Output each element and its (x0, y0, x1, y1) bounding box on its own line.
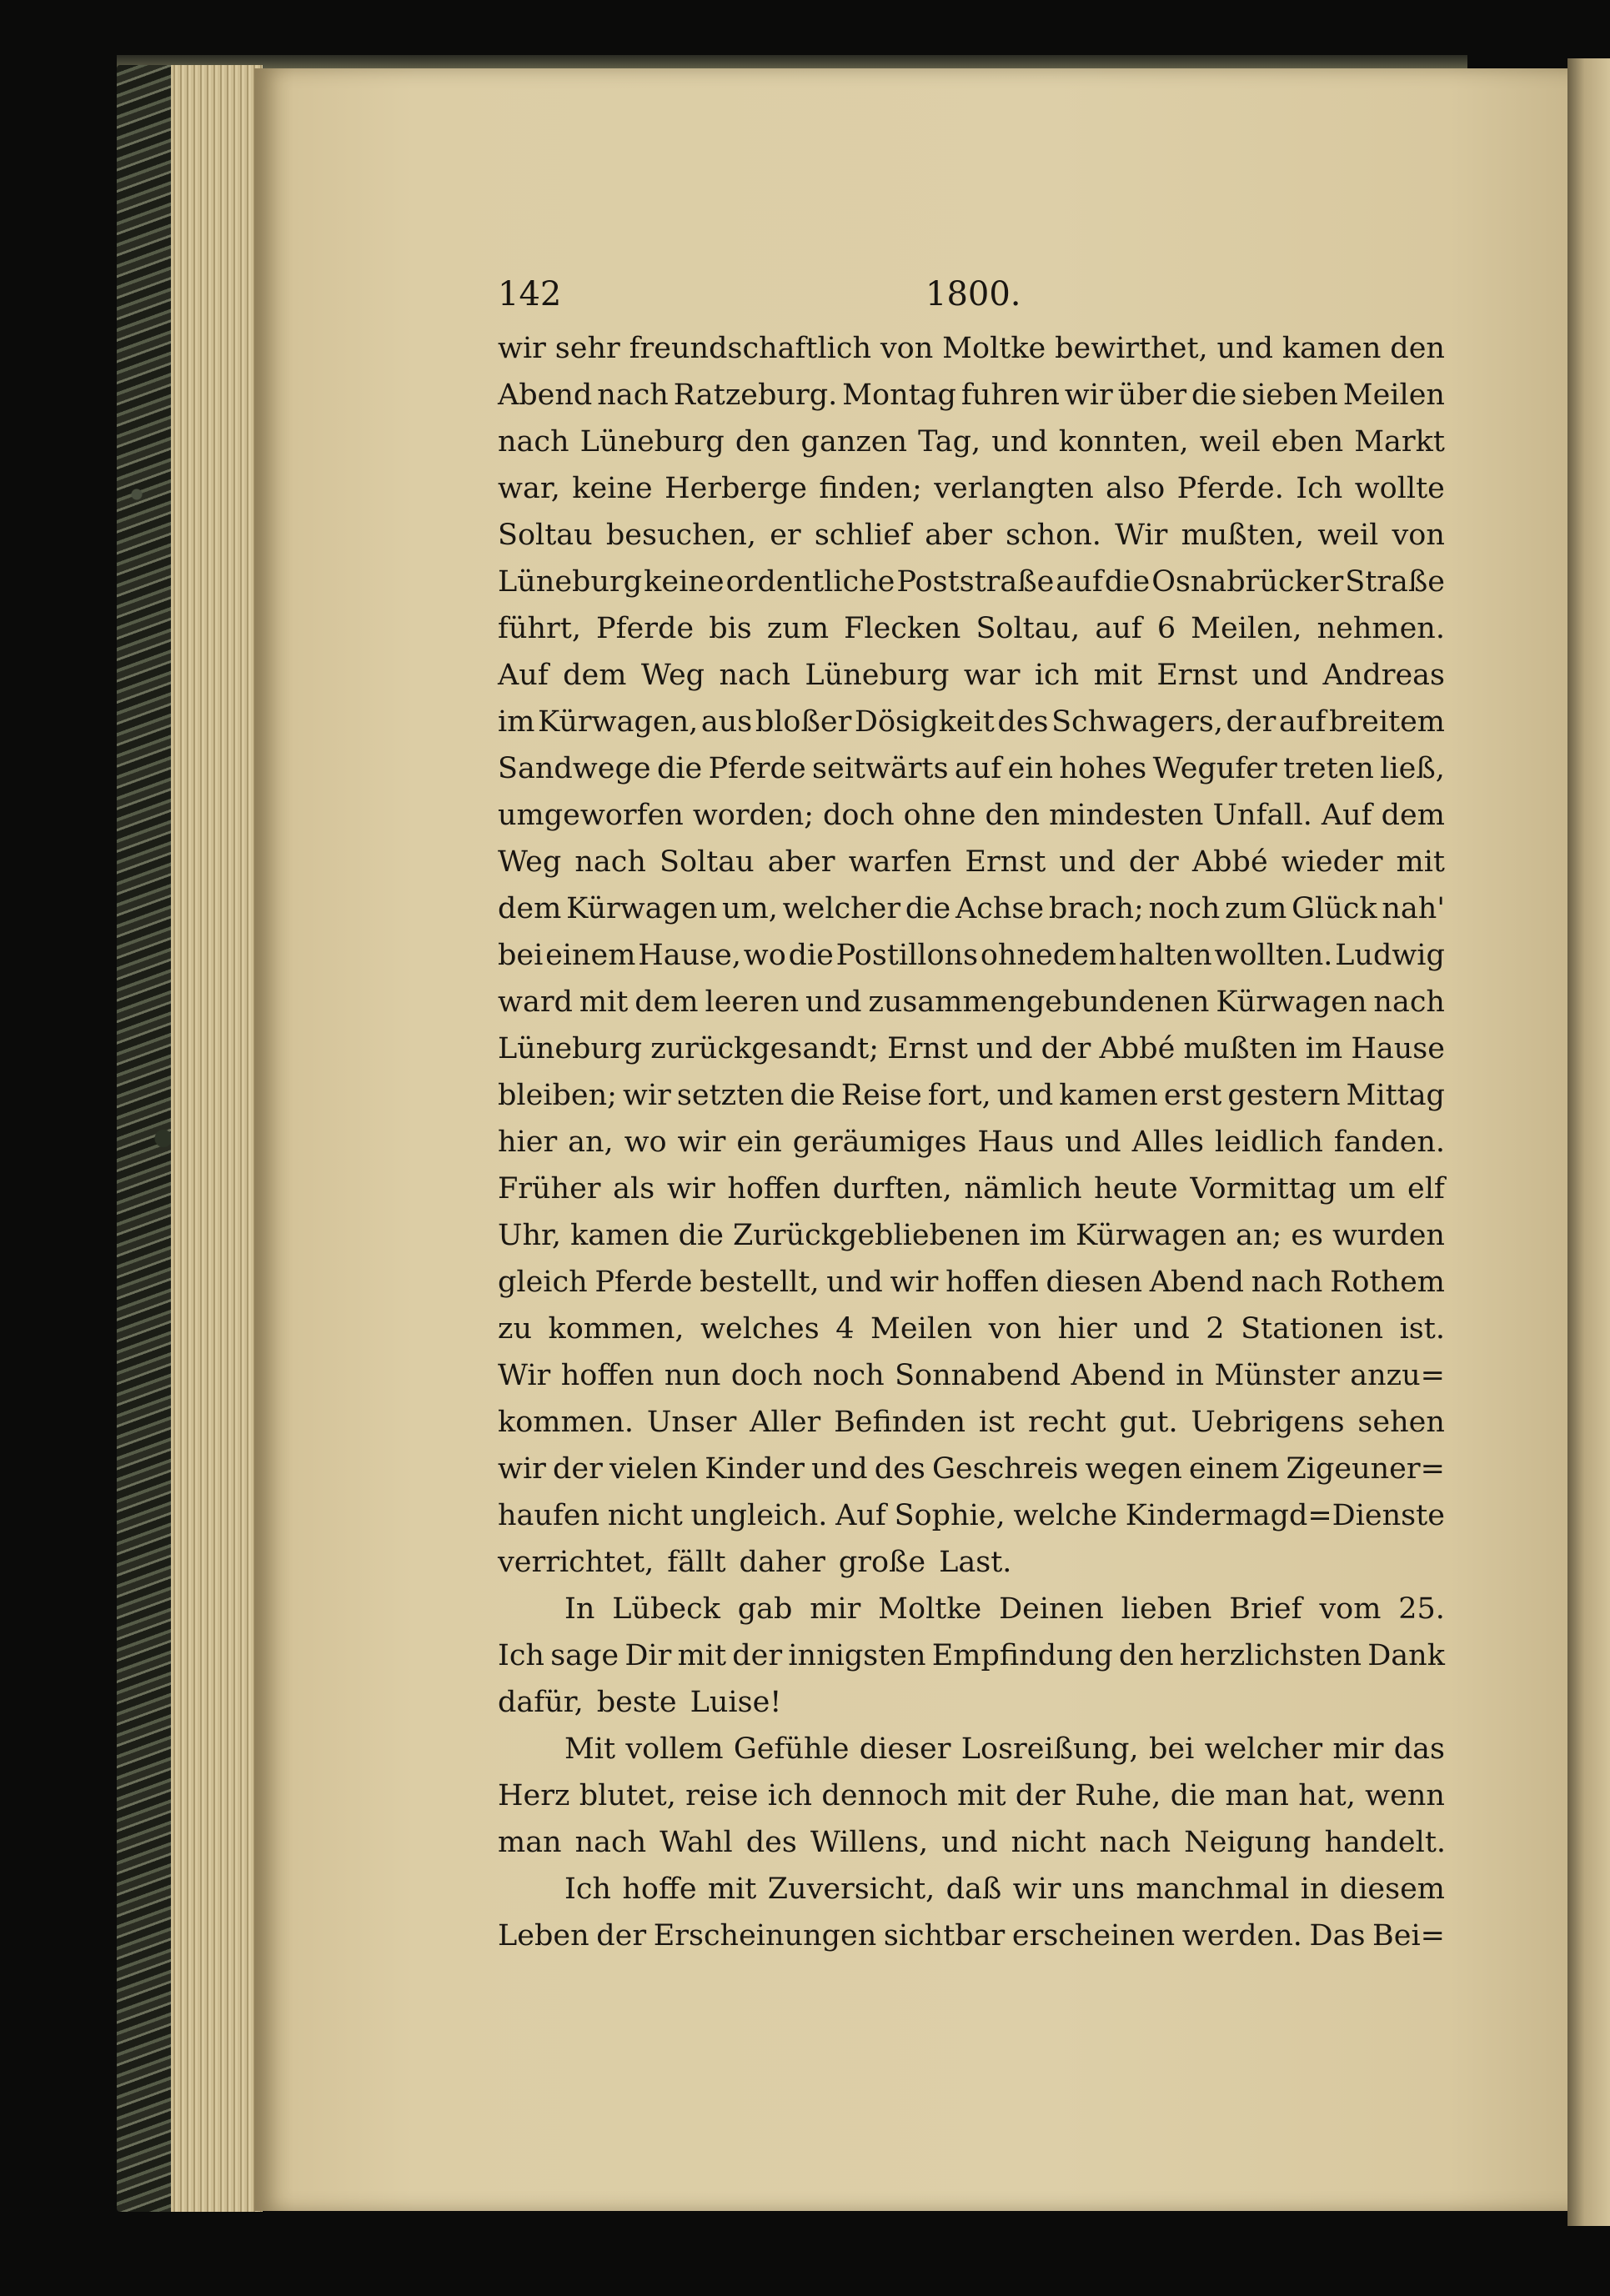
text-line: wir sehr freundschaftlich von Moltke bewirthet, und kamen den (498, 332, 1445, 365)
text-line: man nach Wahl des Willens, und nicht nach Neigung handelt. (498, 1826, 1447, 1859)
text-line: Uhr, kamen die Zurückgebliebenen im Kürwagen an; es wurden (498, 1219, 1445, 1252)
text-line: führt, Pferde bis zum Flecken Soltau, auf 6 Meilen, nehmen. (498, 612, 1445, 645)
text-line: Auf dem Weg nach Lüneburg war ich mit Ernst und Andreas (498, 659, 1445, 692)
text-line: Wir hoffen nun doch noch Sonnabend Abend in Münster anzu= (498, 1359, 1445, 1392)
text-line: wir der vielen Kinder und des Geschreis wegen einem Zigeuner= (498, 1452, 1445, 1486)
facing-page-edge (1567, 58, 1610, 2226)
text-line: dem Kürwagen um, welcher die Achse brach; noch zum Glück nah' (498, 892, 1445, 925)
text-line: war, keine Herberge finden; verlangten also Pferde. Ich wollte (498, 472, 1445, 505)
text-line: Leben der Erscheinungen sichtbar erscheinen werden. Das Bei= (498, 1919, 1445, 1953)
text-line: Abend nach Ratzeburg. Montag fuhren wir über die sieben Meilen (498, 378, 1445, 412)
text-line: bei einem Hause, wo die Postillons ohnedem halten wollten. Ludwig (498, 939, 1445, 972)
text-line: ward mit dem leeren und zusammengebundenen Kürwagen nach (498, 985, 1445, 1019)
text-line: Weg nach Soltau aber warfen Ernst und der Abbé wieder mit (498, 845, 1445, 879)
text-line: nach Lüneburg den ganzen Tag, und konnten, weil eben Markt (498, 425, 1445, 459)
text-line: bleiben; wir setzten die Reise fort, und kamen erst gestern Mittag (498, 1079, 1445, 1112)
page-edges (171, 65, 263, 2212)
text-line: kommen. Unser Aller Befinden ist recht gut. Uebrigens sehen (498, 1406, 1445, 1439)
text-line: In Lübeck gab mir Moltke Deinen lieben Brief vom 25. (564, 1592, 1445, 1626)
text-line: umgeworfen worden; doch ohne den mindesten Unfall. Auf dem (498, 799, 1445, 832)
text-line: Früher als wir hoffen durften, nämlich heute Vormittag um elf (498, 1172, 1445, 1206)
text-line: dafür, beste Luise! (498, 1686, 782, 1719)
running-head: 1800. (925, 275, 1021, 313)
page-content (498, 268, 1445, 1959)
text-line: haufen nicht ungleich. Auf Sophie, welche Kindermagd=Dienste (498, 1499, 1445, 1532)
text-line: Ich sage Dir mit der innigsten Empfindung den herzlichsten Dank (498, 1639, 1445, 1672)
body-text (498, 325, 1445, 1959)
text-line: verrichtet, fällt daher große Last. (498, 1546, 1012, 1579)
page-number: 142 (498, 275, 562, 313)
text-line: im Kürwagen, aus bloßer Dösigkeit des Schwagers, der auf breitem (498, 705, 1445, 739)
text-line: hier an, wo wir ein geräumiges Haus und Alles leidlich fanden. (498, 1125, 1445, 1159)
text-line: Sandwege die Pferde seitwärts auf ein hohes Wegufer treten ließ, (498, 752, 1445, 785)
text-line: zu kommen, welches 4 Meilen von hier und 2 Stationen ist. (498, 1312, 1445, 1346)
text-line: Ich hoffe mit Zuversicht, daß wir uns manchmal in diesem (564, 1872, 1445, 1906)
text-line: Mit vollem Gefühle dieser Losreißung, bei welcher mir das (564, 1732, 1445, 1766)
text-line: Herz blutet, reise ich dennoch mit der Ruhe, die man hat, wenn (498, 1779, 1445, 1812)
text-line: Soltau besuchen, er schlief aber schon. Wir mußten, weil von (498, 519, 1445, 552)
text-line: Lüneburg keine ordentliche Poststraße auf die Osnabrücker Straße (498, 565, 1445, 599)
text-line: gleich Pferde bestellt, und wir hoffen diesen Abend nach Rothem (498, 1266, 1445, 1299)
text-line: Lüneburg zurückgesandt; Ernst und der Abbé mußten im Hause (498, 1032, 1445, 1065)
page-header (498, 268, 1445, 325)
